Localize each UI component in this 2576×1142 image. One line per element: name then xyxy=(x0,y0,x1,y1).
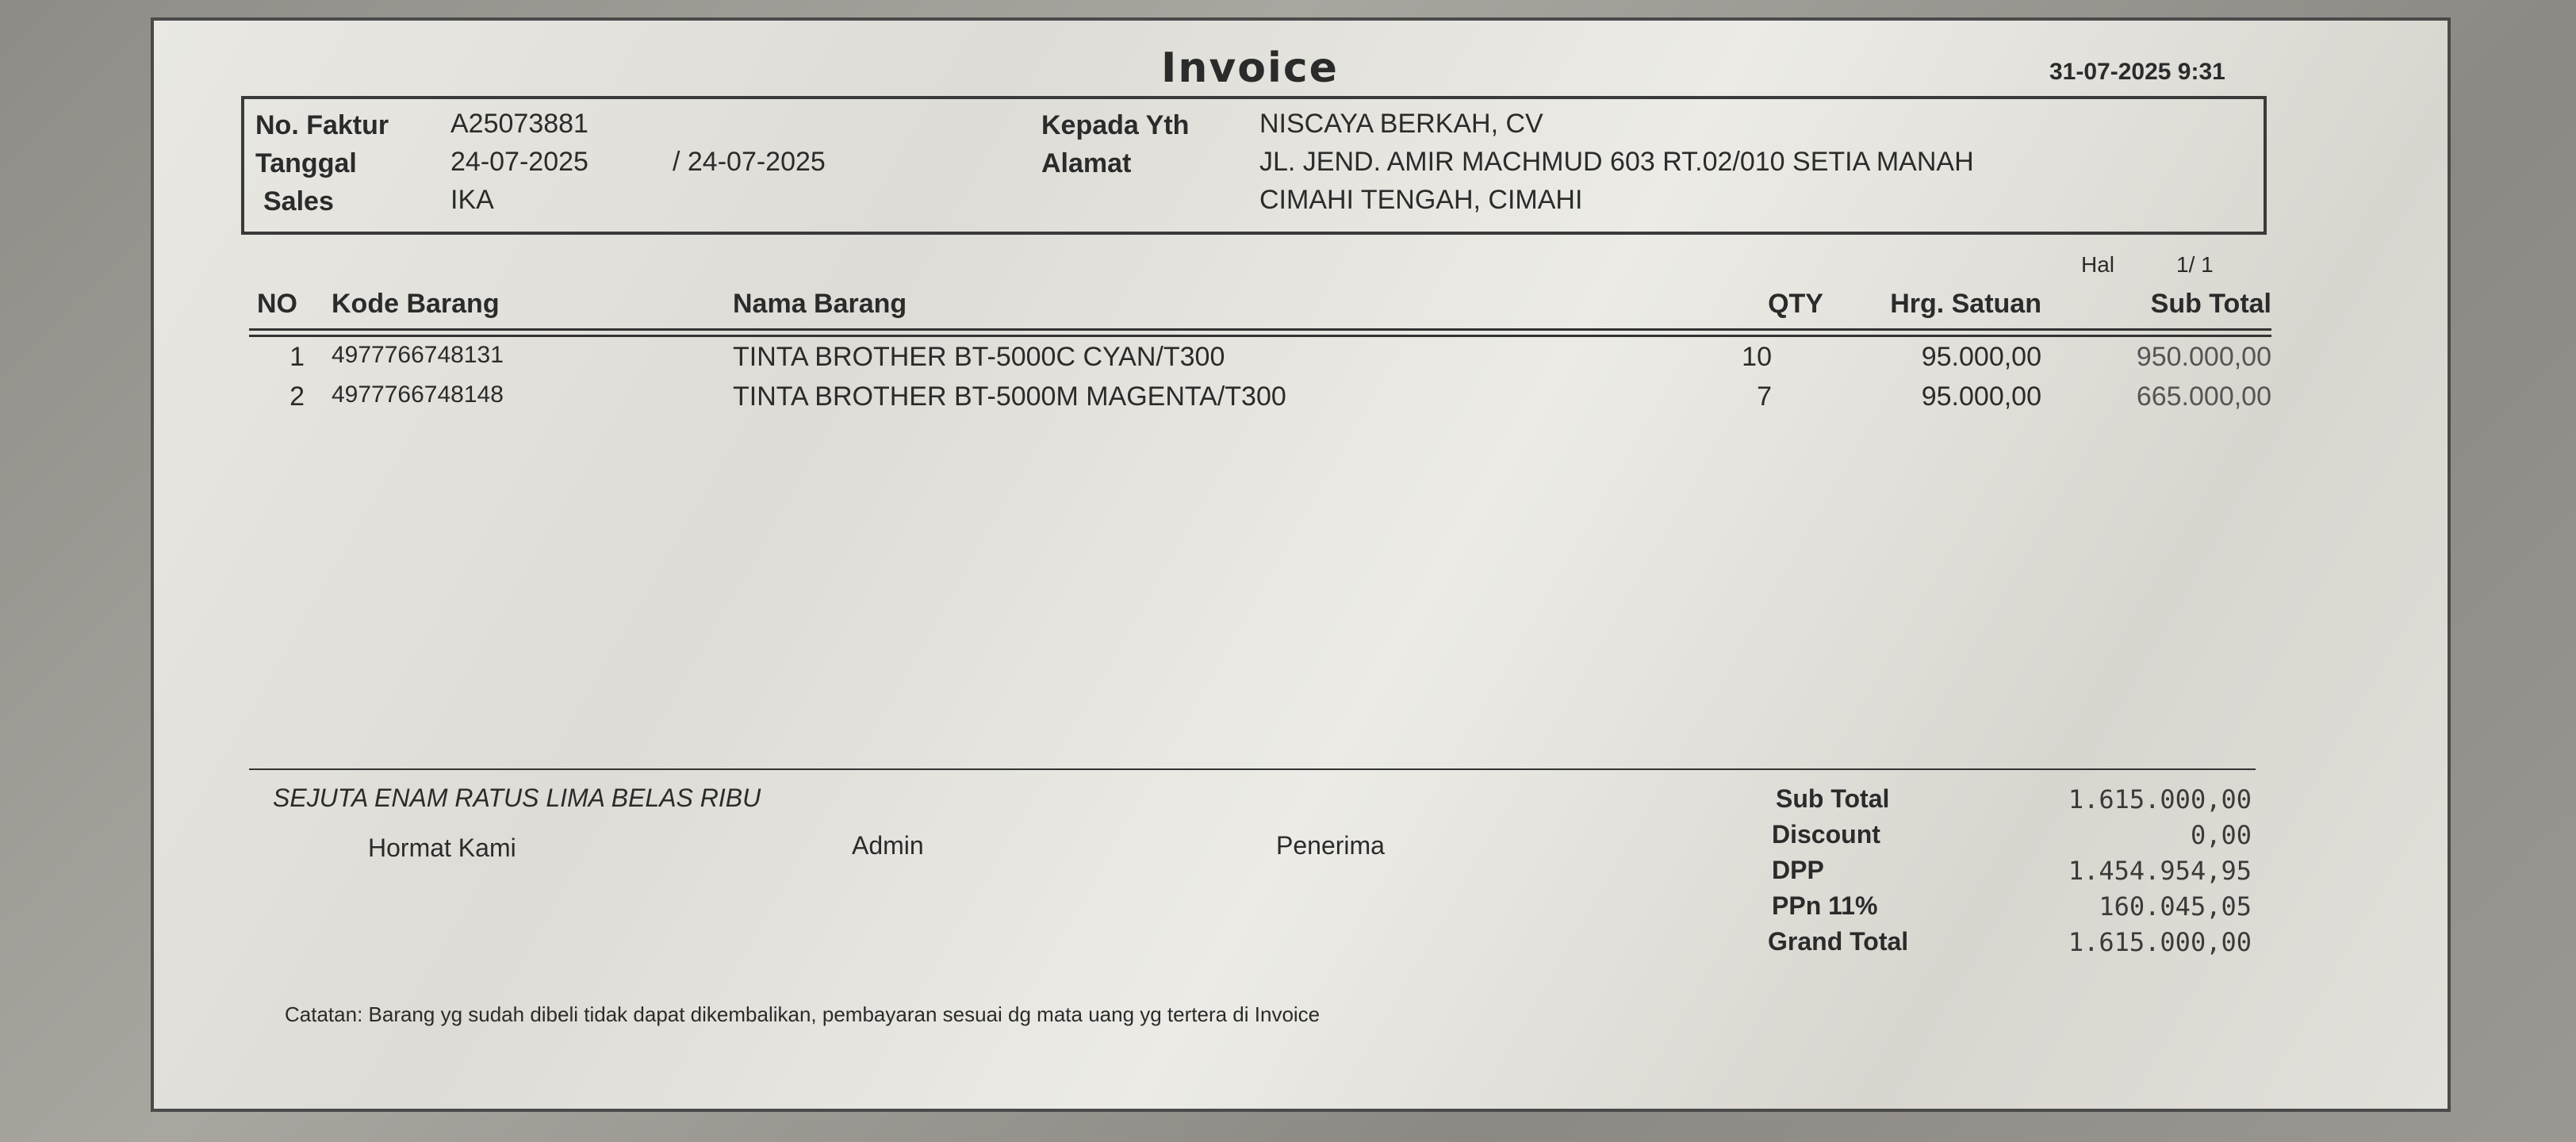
col-header-qty: QTY xyxy=(1768,289,1823,319)
ppn-label: PPn 11% xyxy=(1772,891,1878,920)
tanggal-value: 24-07-2025 xyxy=(450,147,588,177)
row-harga: 95.000,00 xyxy=(1921,381,2041,412)
row-kode: 4977766748131 xyxy=(332,342,504,368)
signature-admin: Admin xyxy=(852,831,924,860)
subtotal-value: 1.615.000,00 xyxy=(2068,784,2252,814)
invoice-paper xyxy=(151,17,2451,1112)
signature-penerima: Penerima xyxy=(1276,831,1385,860)
dpp-label: DPP xyxy=(1772,856,1824,884)
no-faktur-label: No. Faktur xyxy=(255,110,389,140)
sales-value: IKA xyxy=(450,185,494,215)
row-qty: 10 xyxy=(1742,342,1772,372)
signature-hormat-kami: Hormat Kami xyxy=(368,834,516,862)
row-harga: 95.000,00 xyxy=(1921,342,2041,372)
row-nama: TINTA BROTHER BT-5000C CYAN/T300 xyxy=(733,342,1225,372)
row-no: 1 xyxy=(289,342,305,372)
tanggal-due-value: / 24-07-2025 xyxy=(673,147,826,177)
header-divider-top xyxy=(249,328,2271,331)
page-label: Hal xyxy=(2081,252,2115,277)
row-qty: 7 xyxy=(1757,381,1772,412)
col-header-kode: Kode Barang xyxy=(332,289,500,319)
invoice-title: Invoice xyxy=(1161,44,1339,92)
dpp-value: 1.454.954,95 xyxy=(2068,856,2252,886)
footer-divider xyxy=(249,768,2256,770)
tanggal-label: Tanggal xyxy=(255,148,357,178)
col-header-harga: Hrg. Satuan xyxy=(1890,289,2041,319)
grand-total-label: Grand Total xyxy=(1768,927,1909,956)
amount-in-words: SEJUTA ENAM RATUS LIMA BELAS RIBU xyxy=(273,784,761,812)
no-faktur-value: A25073881 xyxy=(450,109,588,139)
alamat-line1: JL. JEND. AMIR MACHMUD 603 RT.02/010 SETIA MANAH xyxy=(1259,147,1974,177)
grand-total-value: 1.615.000,00 xyxy=(2068,927,2252,957)
row-subtotal: 665.000,00 xyxy=(2136,381,2271,412)
alamat-label: Alamat xyxy=(1041,148,1132,178)
kepada-label: Kepada Yth xyxy=(1041,110,1190,140)
invoice-info-box xyxy=(241,96,2267,235)
ppn-value: 160.045,05 xyxy=(2099,891,2252,922)
page-number: 1/ 1 xyxy=(2176,252,2214,277)
row-kode: 4977766748148 xyxy=(332,381,504,408)
discount-value: 0,00 xyxy=(2190,820,2252,850)
discount-label: Discount xyxy=(1772,820,1880,849)
subtotal-label: Sub Total xyxy=(1776,784,1890,813)
col-header-subtotal: Sub Total xyxy=(2150,289,2271,319)
col-header-no: NO xyxy=(257,289,297,319)
row-no: 2 xyxy=(289,381,305,412)
invoice-timestamp: 31-07-2025 9:31 xyxy=(2049,59,2225,85)
kepada-value: NISCAYA BERKAH, CV xyxy=(1259,109,1543,139)
header-divider-bottom xyxy=(249,335,2271,337)
sales-label: Sales xyxy=(263,186,334,217)
row-nama: TINTA BROTHER BT-5000M MAGENTA/T300 xyxy=(733,381,1286,412)
alamat-line2: CIMAHI TENGAH, CIMAHI xyxy=(1259,185,1583,215)
invoice-note: Catatan: Barang yg sudah dibeli tidak dapat dikembalikan, pembayaran sesuai dg mata uang yg tertera di Invoice xyxy=(285,1002,1321,1026)
col-header-nama: Nama Barang xyxy=(733,289,907,319)
row-subtotal: 950.000,00 xyxy=(2136,342,2271,372)
